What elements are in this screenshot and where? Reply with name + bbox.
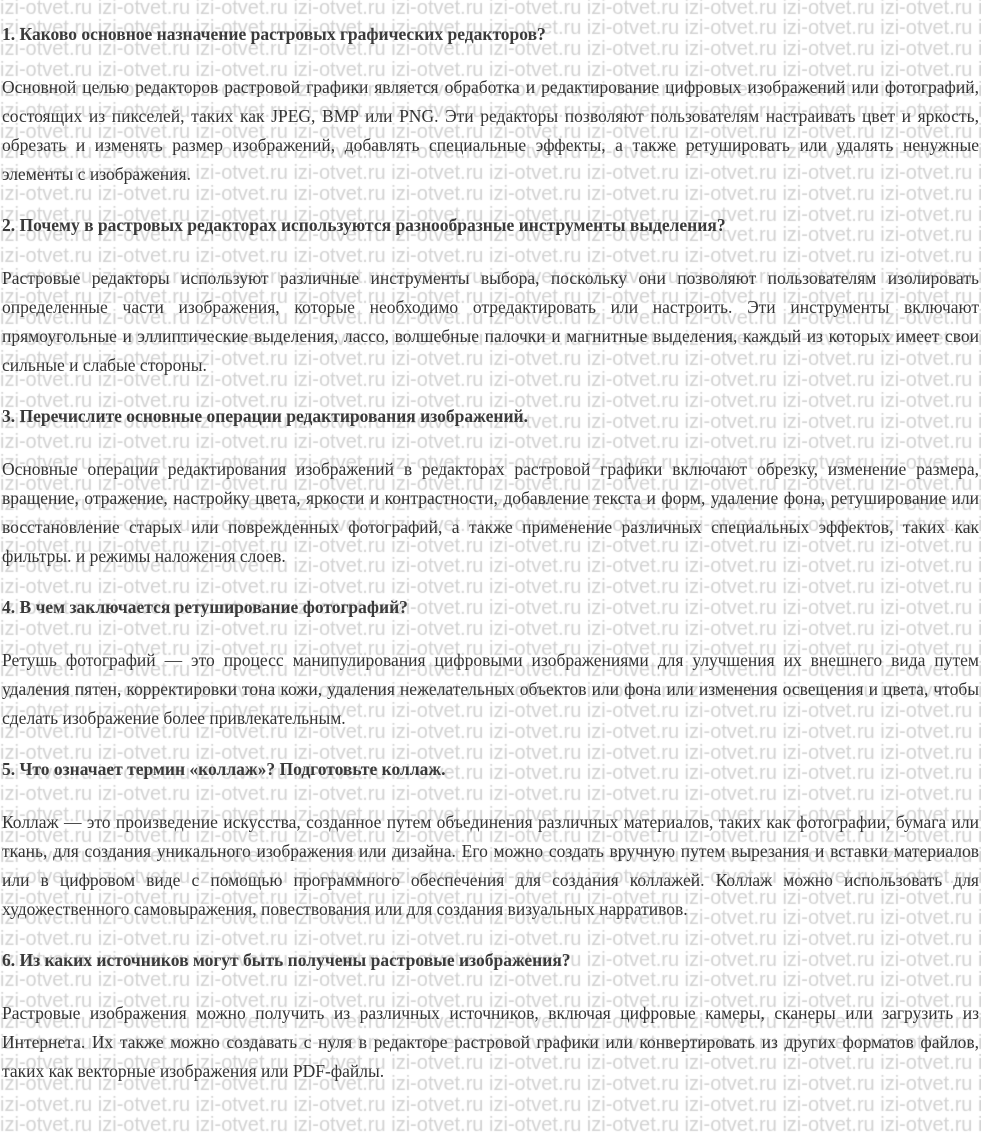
answer-paragraph: Основной целью редакторов растровой графики является обработка и редактирование цифровых изображений или фотографий, состоящих из пикселей, таких как JPEG, BMP или PNG. Эти редакторы позволяют пользователям настраивать цвет и яркость, обрезать и изменять размер изображений, добавлять специальные эффекты, а также ретушировать или удалять ненужные элементы с изображения. (2, 77, 979, 184)
qa-section-4 (2, 593, 979, 733)
answer-paragraph: Основные операции редактирования изображений в редакторах растровой графики включают обрезку, изменение размера, вращение, отражение, настройку цвета, яркости и контрастности, добавление текста и форм, удаление фона, ретуширование или восстановление старых или поврежденных фотографий, а также применение различных специальных эффектов, таких как фильтры. и режимы наложения слоев. (2, 459, 979, 566)
qa-section-5 (2, 755, 979, 924)
qa-section-1 (2, 20, 979, 189)
question-heading: 5. Что означает термин «коллаж»? Подготовьте коллаж. (2, 759, 446, 779)
question-heading: 3. Перечислите основные операции редактирования изображений. (2, 406, 528, 426)
answer-paragraph: Растровые изображения можно получить из различных источников, включая цифровые камеры, сканеры или загрузить из Интернета. Их также можно создавать с нуля в редакторе растровой графики или конвертировать из других форматов файлов, таких как векторные изображения или PDF-файлы. (2, 1003, 979, 1081)
qa-section-6 (2, 946, 979, 1086)
question-heading: 2. Почему в растровых редакторах используются разнообразные инструменты выделения? (2, 215, 726, 235)
answer-paragraph: Растровые редакторы используют различные инструменты выбора, поскольку они позволяют пользователям изолировать определенные части изображения, которые необходимо отредактировать или настроить. Эти инструменты включают прямоугольные и эллиптические выделения, лассо, волшебные палочки и магнитные выделения, каждый из которых имеет свои сильные и слабые стороны. (2, 268, 979, 375)
qa-section-3 (2, 402, 979, 571)
question-heading: 1. Каково основное назначение растровых графических редакторов? (2, 24, 546, 44)
qa-section-2 (2, 211, 979, 380)
question-heading: 6. Из каких источников могут быть получены растровые изображения? (2, 950, 571, 970)
answer-paragraph: Ретушь фотографий — это процесс манипулирования цифровыми изображениями для улучшения их внешнего вида путем удаления пятен, корректировки тона кожи, удаления нежелательных объектов или фона или изменения освещения и цвета, чтобы сделать изображение более привлекательным. (2, 650, 979, 728)
answer-paragraph: Коллаж — это произведение искусства, созданное путем объединения различных материалов, таких как фотографии, бумага или ткань, для создания уникального изображения или дизайна. Его можно создать вручную путем вырезания и вставки материалов или в цифровом виде с помощью программного обеспечения для создания коллажей. Коллаж можно использовать для художественного самовыражения, повествования или для создания визуальных нарративов. (2, 812, 979, 919)
question-heading: 4. В чем заключается ретуширование фотографий? (2, 597, 408, 617)
